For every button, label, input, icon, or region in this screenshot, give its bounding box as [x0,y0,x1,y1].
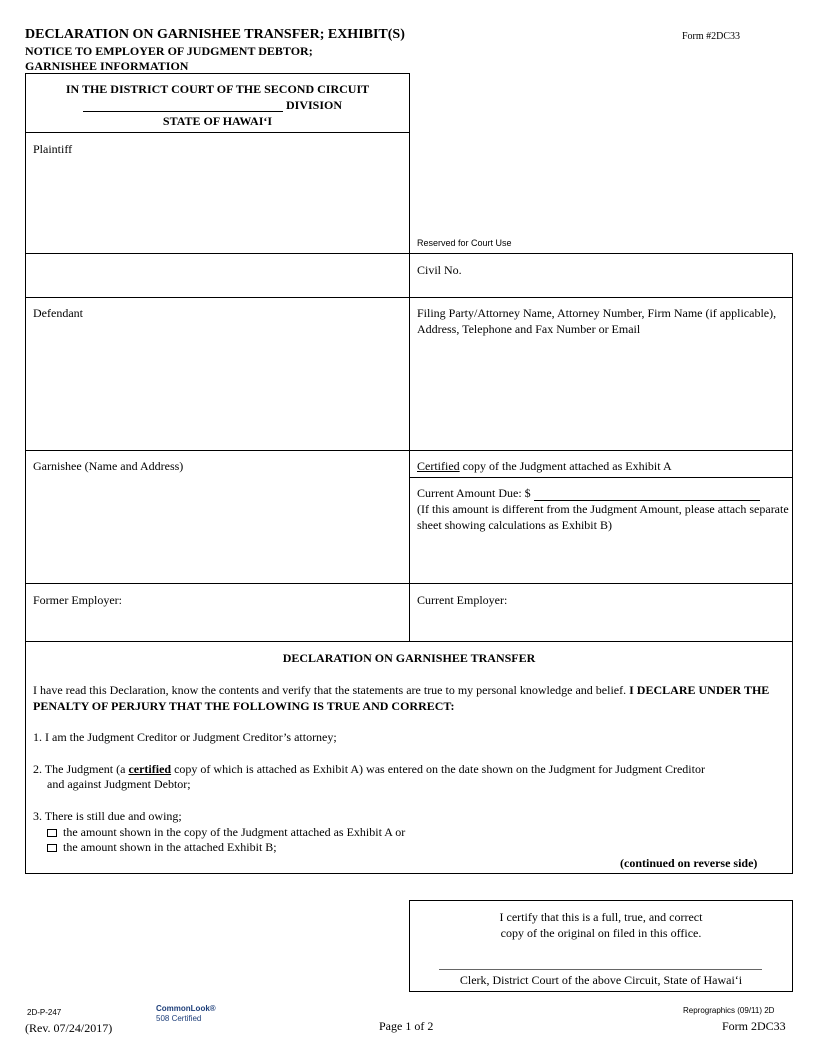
current-amount-blank[interactable] [534,489,760,501]
column-divider [409,297,410,642]
document-subtitle-line2: GARNISHEE INFORMATION [25,59,189,73]
certified-copy-rest: copy of the Judgment attached as Exhibit A [459,459,672,473]
page-number: Page 1 of 2 [379,1019,434,1033]
reprographics-note: Reprographics (09/11) 2D [683,1006,775,1015]
state-name: STATE OF HAWAI‘I [162,114,273,128]
civil-no-label: Civil No. [417,263,462,277]
declaration-intro [33,682,785,714]
exhibit-b-checkbox[interactable] [47,844,57,852]
item3-option-2-label: the amount shown in the attached Exhibit B; [63,840,277,854]
filing-party-label: Filing Party/Attorney Name, Attorney Number, Firm Name (if applicable), Address, Telephone and Fax Number or Email [417,306,777,336]
document-subtitle-line1: NOTICE TO EMPLOYER OF JUDGMENT DEBTOR; [25,44,313,58]
declaration-intro-bold: I DECLARE UNDER THE PENALTY OF PERJURY THAT THE FOLLOWING IS TRUE AND CORRECT: [33,683,770,713]
item3-option-2 [47,839,277,855]
court-name: IN THE DISTRICT COURT OF THE SECOND CIRCUIT [65,82,370,96]
current-employer-label: Current Employer: [417,593,508,607]
item3-option-1 [47,824,405,840]
revision-date: (Rev. 07/24/2017) [25,1021,113,1035]
garnishee-label: Garnishee (Name and Address) [33,459,184,473]
section-508-certified: 508 Certified [156,1014,202,1023]
row-divider [25,583,793,584]
former-employer-label: Former Employer: [33,593,122,607]
item2-certified: certified [128,762,172,776]
document-title: DECLARATION ON GARNISHEE TRANSFER; EXHIBIT(S) [25,27,405,42]
clerk-signature-line[interactable] [439,969,762,970]
row-divider [25,641,793,642]
certified-copy-label [417,458,672,474]
declaration-heading: DECLARATION ON GARNISHEE TRANSFER [282,651,536,665]
current-amount-label: Current Amount Due: $ [417,486,531,500]
current-amount-line [417,485,760,501]
division-line [83,98,342,112]
item2-pre: 2. The Judgment (a [33,762,129,776]
exhibit-a-checkbox[interactable] [47,829,57,837]
declaration-intro-text: I have read this Declaration, know the contents and verify that the statements are true to my personal knowledge and belief. [33,683,630,697]
defendant-label: Defendant [33,306,83,320]
continued-note: (continued on reverse side) [620,856,758,870]
row-divider [409,477,793,478]
item2-post: copy of which is attached as Exhibit A) was entered on the date shown on the Judgment for Judgment Creditor [171,762,705,776]
current-amount-note: (If this amount is different from the Judgment Amount, please attach separate sheet showing calculations as Exhibit B) [417,502,789,532]
division-label: DIVISION [286,98,343,112]
certified-word: Certified [417,459,460,473]
division-blank[interactable] [83,101,283,112]
declaration-item-2 [33,761,785,777]
row-divider [25,450,793,451]
form-number: Form #2DC33 [682,31,741,42]
item3-option-1-label: the amount shown in the copy of the Judgment attached as Exhibit A or [63,825,406,839]
declaration-item-2-line2: and against Judgment Debtor; [47,777,191,791]
commonlook-logo: CommonLook® [156,1004,216,1013]
declaration-item-3: 3. There is still due and owing; [33,809,182,823]
reserved-court-use-label: Reserved for Court Use [417,238,512,248]
plaintiff-label: Plaintiff [33,142,73,156]
certify-line-1: I certify that this is a full, true, and correct [499,910,703,924]
declaration-item-1: 1. I am the Judgment Creditor or Judgment Creditor’s attorney; [33,730,337,744]
civil-no-box[interactable] [409,253,793,298]
clerk-signature-label: Clerk, District Court of the above Circuit, State of Hawai‘i [459,973,743,987]
certify-line-2: copy of the original on filed in this office. [500,926,702,940]
footer-code: 2D-P-247 [27,1008,62,1017]
footer-form-number: Form 2DC33 [722,1019,786,1033]
